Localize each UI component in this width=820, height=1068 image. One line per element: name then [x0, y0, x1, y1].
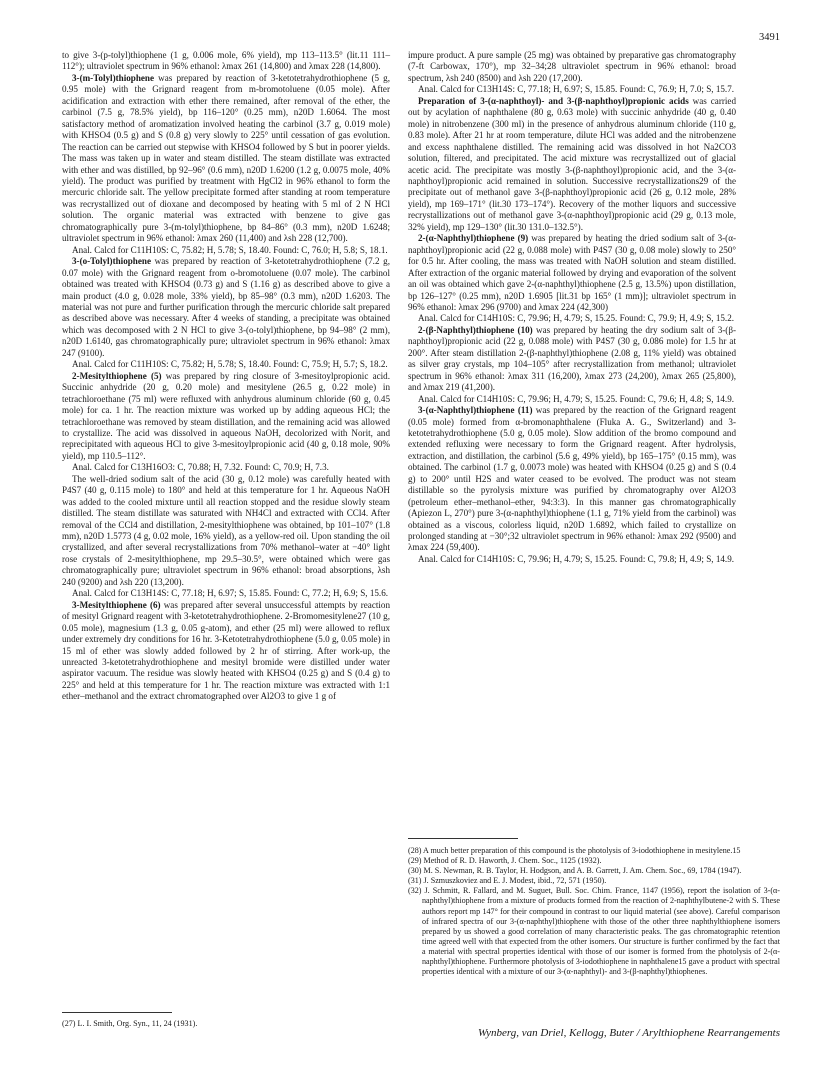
paragraph — [408, 554, 736, 565]
paragraph — [408, 50, 736, 84]
footnote: (30) M. S. Newman, R. B. Taylor, H. Hodgson, and A. B. Garrett, J. Am. Chem. Soc., 69, 1784 (1947). — [408, 866, 742, 876]
paragraph-text: Anal. Calcd for C13H16O3: C, 70.88; H, 7.32. Found: C, 70.9; H, 7.3. — [72, 462, 329, 473]
footnote: (32) J. Schmitt, R. Fallard, and M. Suguet, Bull. Soc. Chim. France, 1147 (1956), report the isolation of 3-(α-naphthyl)thiophene from a mixture of products formed from the reaction of 2-naphthylbutene-2 with S. These authors report mp 147° for their compound in contrast to our liquid material (see above). Careful comparison of infrared spectra of our 3-(α-naphthyl)thiophene with those of the other three naphthylthiophene isomers prepared by us showed a good correlation of many characteristic peaks. The gas chromatographic retention time agreed well with that expected from the other isomers. Our structure is further confirmed by the fact that a material with spectral properties identical with those of our isomer is formed from the photolysis of 2-(α-naphthyl)thiophene. Furthermore photolysis of 3-iodothiophene in naphthalene15 gave a product with spectral properties identical with a mixture of our 3-(α-naphthyl)- and 3-(β-naphthyl)thiophenes. — [408, 886, 780, 977]
paragraph-heading: 3-(α-Naphthyl)thiophene (11) — [418, 405, 533, 416]
paragraph — [408, 313, 736, 324]
running-footer: Wynberg, van Driel, Kellogg, Buter / Arylthiophene Rearrangements — [477, 1027, 780, 1039]
paragraph-text: Anal. Calcd for C11H10S: C, 75.82; H, 5.78; S, 18.40. Found: C, 75.9; H, 5.7; S, 18.2. — [72, 359, 388, 370]
paragraph — [408, 84, 736, 95]
paragraph-heading: 3-(m-Tolyl)thiophene — [72, 72, 155, 83]
paragraph — [62, 474, 390, 589]
paragraph-text: was prepared by the reaction of the Grignard reagent (0.05 mole) formed from α-bromonaphthalene (Fluka A. G., Switzerland) and 3-ketotetrahydrothiophene (5.0 g, 0.05 mole). Slow addition of the bromo compound and extended refluxing were necessary to form the Grignard reagent. After hydrolysis, extraction, and distillation, the carbinol (5.6 g, 49% yield), bp 165–175° (0.15 mm), was obtained. The carbinol (1.7 g, 0.0073 mole) was heated with KHSO4 (0.25 g) and S (0.4 g) to 200° until H2S and water ceased to be evolved. The product was not steam distillable so the pyrolysis mixture was purified by chromatography over Al2O3 (petroleum ether–methanol–ether, 94:3:3). In this manner gas chromatographically (Apiezon L, 270°) pure 3-(α-naphthyl)thiophene (1.1 g, 71% yield from the carbinol) was obtained as a viscous, colorless liquid, n20D 1.6892, which failed to crystallize on prolonged standing at −30°;32 ultraviolet spectrum in 96% ethanol: λmax 292 (9500) and λmax 224 (59,400). — [408, 405, 737, 553]
paragraph — [62, 50, 390, 73]
paragraph-heading: 3-Mesitylthiophene (6) — [72, 599, 161, 610]
paragraph — [62, 588, 390, 599]
paragraph-heading: 2-(β-Naphthyl)thiophene (10) — [418, 324, 533, 335]
paragraph-heading: 3-(o-Tolyl)thiophene — [72, 256, 151, 267]
paragraph-text: The well-dried sodium salt of the acid (30 g, 0.12 mole) was carefully heated with P4S7 (40 g, 0.115 mole) to 180° and held at this temperature for 1 hr. Aqueous NaOH was added to the cooled mixture until all reaction stopped and the residue slowly steam distilled. The steam distillate was saturated with NH4Cl and extracted with CCl4. After removal of the CCl4 and distillation, 2-mesitylthiophene was obtained, bp 101–107° (1.8 mm), n20D 1.5773 (4 g, 0.02 mole, 16% yield), as a yellow-red oil. Upon standing the oil crystallized, and after several recrystallizations from 70% methanol–water at −40° light rose crystals of 2-mesitylthiophene, mp 29.5–30.5°, were obtained which were gas chromatographically pure; ultraviolet spectrum in 96% ethanol: broad absorptions, λsh 240 (9200) and λsh 220 (13,200). — [62, 473, 390, 587]
paragraph-text: Anal. Calcd for C14H10S: C, 79.96; H, 4.79; S, 15.25. Found: C, 79.8; H, 4.9; S, 14.9. — [418, 553, 735, 564]
paragraph — [408, 405, 736, 554]
paragraph-text: was prepared after several unsuccessful attempts by reaction of mesityl Grignard reagent with 3-ketotetrahydrothiophene. 2-Bromomesitylene27 (10 g, 0.05 mole), magnesium (1.3 g, 0.05 g-atom), and ether (25 ml) were allowed to reflux under extremely dry conditions for 16 hr. 3-Ketotetrahydrothiophene (5.0 g, 0.05 mole) in 15 ml of ether was slowly added followed by 2 hr of stirring. After work-up, the unreacted 3-ketotetrahydrothiophene and mesityl bromide were distilled under water aspirator vacuum. The residue was slowly heated with KHSO4 (0.25 g) and S (0.4 g) to 225° and held at this temperature for 1 hr. The reaction mixture was extracted with 1:1 ether–methanol and the extract chromatographed over Al2O3 to give 1 g of — [62, 599, 390, 702]
paragraph — [62, 371, 390, 463]
paragraph-heading: Preparation of 3-(α-naphthoyl)- and 3-(β-naphthoyl)propionic acids — [418, 95, 689, 106]
left-footnote-rule — [62, 1012, 172, 1013]
paragraph-text: was prepared by heating the dry sodium salt of 3-(β-naphthoyl)propionic acid (22 g, 0.088 mole) with P4S7 (30 g, 0.086 mole) for 1.5 hr at 200°. After steam distillation 2-(β-naphthyl)thiophene (2.08 g, 11% yield) was obtained as silver gray crystals, mp 104–105° after recrystallization from methanol; ultraviolet spectrum in 96% ethanol: λmax 311 (16,200), λmax 273 (24,200), λmax 265 (25,800), and λmax 219 (41,200). — [408, 324, 736, 393]
paragraph-text: Anal. Calcd for C13H14S: C, 77.18; H, 6.97; S, 15.85. Found: C, 76.9; H, 7.0; S, 15.7. — [418, 84, 735, 95]
paragraph-text: was prepared by ring closure of 3-mesitoylpropionic acid. Succinic anhydride (20 g, 0.20 mole) and mesitylene (26.5 g, 0.22 mole) in tetrachloroethane (75 ml) were refluxed with anhydrous aluminum chloride (60 g, 0.45 mole) for ca. 1 hr. The reaction mixture was worked up by adding aqueous HCl; the tetrachloroethane was removed by steam distillation, and the remaining acid was allowed to crystallize. The acid was dissolved in aqueous NaOH, decolorized with Norit, and reprecipitated with aqueous HCl to give 3-mesitoylpropionic acid (40 g, 0.18 mole, 90% yield), mp 110.5–112°. — [62, 370, 390, 461]
footnote: (29) Method of R. D. Haworth, J. Chem. Soc., 1125 (1932). — [408, 856, 602, 866]
paragraph-text: was carried out by acylation of naphthalene (80 g, 0.63 mole) with succinic anhydride (40 g, 0.40 mole) in nitrobenzene (300 ml) in the presence of anhydrous aluminum chloride (110 g, 0.83 mole). After 21 hr at room temperature, dilute HCl was added and the nitrobenzene and excess naphthalene distilled. The remaining acid was dissolved in hot Na2CO3 solution, filtered, and precipitated. The acid mixture was recrystallized out of glacial acetic acid. The precipitate was mostly 3-(β-naphthoyl)propionic acid, and the 3-(α-naphthoyl)propionic acid remained in solution. Successive recrystallizations29 of the precipitate out of methanol gave 3-(β-naphthoyl)propionic acid (26 g, 0.12 mole, 28% yield), mp 169–171° (lit.30 173–174°). Recovery of the mother liquors and successive recrystallizations out of methanol gave 3-(α-naphthoyl)propionic acid (29 g, 0.13 mole, 32% yield), mp 129–130° (lit.30 131.0–132.5°). — [408, 95, 736, 232]
paragraph-heading: 2-(α-Naphthyl)thiophene (9) — [418, 233, 529, 244]
left-footnotes — [62, 1019, 390, 1029]
paragraph-text: Anal. Calcd for C14H10S: C, 79.96; H, 4.79; S, 15.25. Found: C, 79.6; H, 4.8; S, 14.9. — [418, 393, 735, 404]
paragraph-text: was prepared by reaction of 3-ketotetrahydrothiophene (5 g, 0.95 mole) with the Grignard reagent from m-bromotoluene (0.05 mole). After acidification and extraction with ether there remained, after removal of the ether, the carbinol (7.5 g, 78.5% yield), bp 116–120° (0.25 mm), n20D 1.6064. The most satisfactory method of aromatization involved heating the carbinol (3.7 g, 0.019 mole) with KHSO4 (0.5 g) and S (0.8 g) very slowly to 225° until cessation of gas evolution. The reaction can be carried out stepwise with KHSO4 followed by S but in poorer yields. The mass was taken up in water and steam distilled. The steam distillate was extracted with ether and was distilled, bp 92–96° (0.6 mm), n20D 1.6200 (1.2 g, 0.0075 mole, 40% yield). The product was purified by treatment with HgCl2 in 96% ethanol to form the mercuric chloride salt. The yellow precipitate formed after standing at room temperature was recrystallized out of dioxane and decomposed by heating with 5 ml of 2 N HCl solution. The organic material was extracted with benzene to give gas chromatographically pure 3-(m-tolyl)thiophene, bp 84–86° (0.3 mm), n20D 1.6248; ultraviolet spectrum in 96% ethanol: λmax 260 (11,400) and λsh 228 (12,700). — [62, 72, 390, 244]
right-footnotes — [408, 846, 780, 977]
paragraph — [62, 256, 390, 359]
paragraph-text: Anal. Calcd for C14H10S: C, 79.96; H, 4.79; S, 15.25. Found: C, 79.9; H, 4.9; S, 15.2. — [418, 313, 735, 324]
paragraph-heading: 2-Mesitylthiophene (5) — [72, 370, 162, 381]
paragraph — [408, 96, 736, 233]
paragraph-text: was prepared by reaction of 3-ketotetrahydrothiophene (7.2 g, 0.07 mole) with the Grignard reagent from o-bromotoluene (0.07 mole). The carbinol obtained was treated with KHSO4 (0.73 g) and S (1.16 g) as described above to give a main product (4.0 g, 0.028 mole, 33% yield), bp 85–98° (0.3 mm), n20D 1.6203. The material was not pure and further purification through the mercuric chloride salt prepared as described above was necessary. After 4 weeks of standing, a precipitate was obtained which was decomposed with 2 N HCl to give 3-(o-tolyl)thiophene, bp 94–98° (2 mm), n20D 1.6140, gas chromatographically pure; ultraviolet spectrum in 96% ethanol: λmax 247 (9100). — [62, 256, 390, 358]
paragraph-text: impure product. A pure sample (25 mg) was obtained by preparative gas chromatography (7-ft Carbowax, 170°), mp 32–34;28 ultraviolet spectrum in 96% ethanol: broad spectrum, λsh 240 (8500) and λsh 220 (17,200). — [408, 50, 736, 83]
paragraph — [62, 73, 390, 245]
paragraph-text: Anal. Calcd for C13H14S: C, 77.18; H, 6.97; S, 15.85. Found: C, 77.2; H, 6.9; S, 15.6. — [72, 588, 389, 599]
paragraph — [408, 394, 736, 405]
footnote: (28) A much better preparation of this compound is the photolysis of 3-iodothiophene in mesitylene.15 — [408, 846, 741, 855]
right-footnote-rule — [408, 838, 518, 839]
paragraph-text: was prepared by heating the dried sodium salt of 3-(α-naphthoyl)propionic acid (22 g, 0.088 mole) with P4S7 (30 g, 0.08 mole) slowly to 250° for 0.5 hr. After cooling, the mass was treated with NaOH solution and steam distilled. After extraction of the organic material followed by drying and evaporation of the solvent an oil was obtained which gave 2-(α-naphthyl)thiophene (2.5 g, 13.5%) upon distillation, bp 126–127° (0.25 mm), n20D 1.6905 [lit.31 bp 165° (1 mm)]; ultraviolet spectrum in 96% ethanol: λmax 296 (9700) and λmax 224 (42,300) — [408, 233, 737, 312]
paragraph-text: Anal. Calcd for C11H10S: C, 75.82; H, 5.78; S, 18.40. Found: C, 76.0; H, 5.8; S, 18.1. — [72, 244, 388, 255]
paragraph-text: to give 3-(p-tolyl)thiophene (1 g, 0.006 mole, 6% yield), mp 113–113.5° (lit.11 111–112°); ultraviolet spectrum in 96% ethanol: λmax 261 (14,800) and λmax 228 (14,800). — [62, 50, 390, 72]
paragraph — [408, 233, 736, 313]
paragraph — [62, 245, 390, 256]
page-number: 3491 — [759, 32, 780, 43]
paragraph — [408, 325, 736, 394]
footnote: (31) J. Szmuszkoviez and E. J. Modest, ibid., 72, 571 (1950). — [408, 876, 607, 886]
left-column — [62, 50, 390, 703]
footnote: (27) L. I. Smith, Org. Syn., 11, 24 (1931). — [62, 1019, 198, 1028]
paragraph — [62, 359, 390, 370]
paragraph — [62, 600, 390, 703]
right-column — [408, 50, 736, 565]
paragraph — [62, 462, 390, 473]
